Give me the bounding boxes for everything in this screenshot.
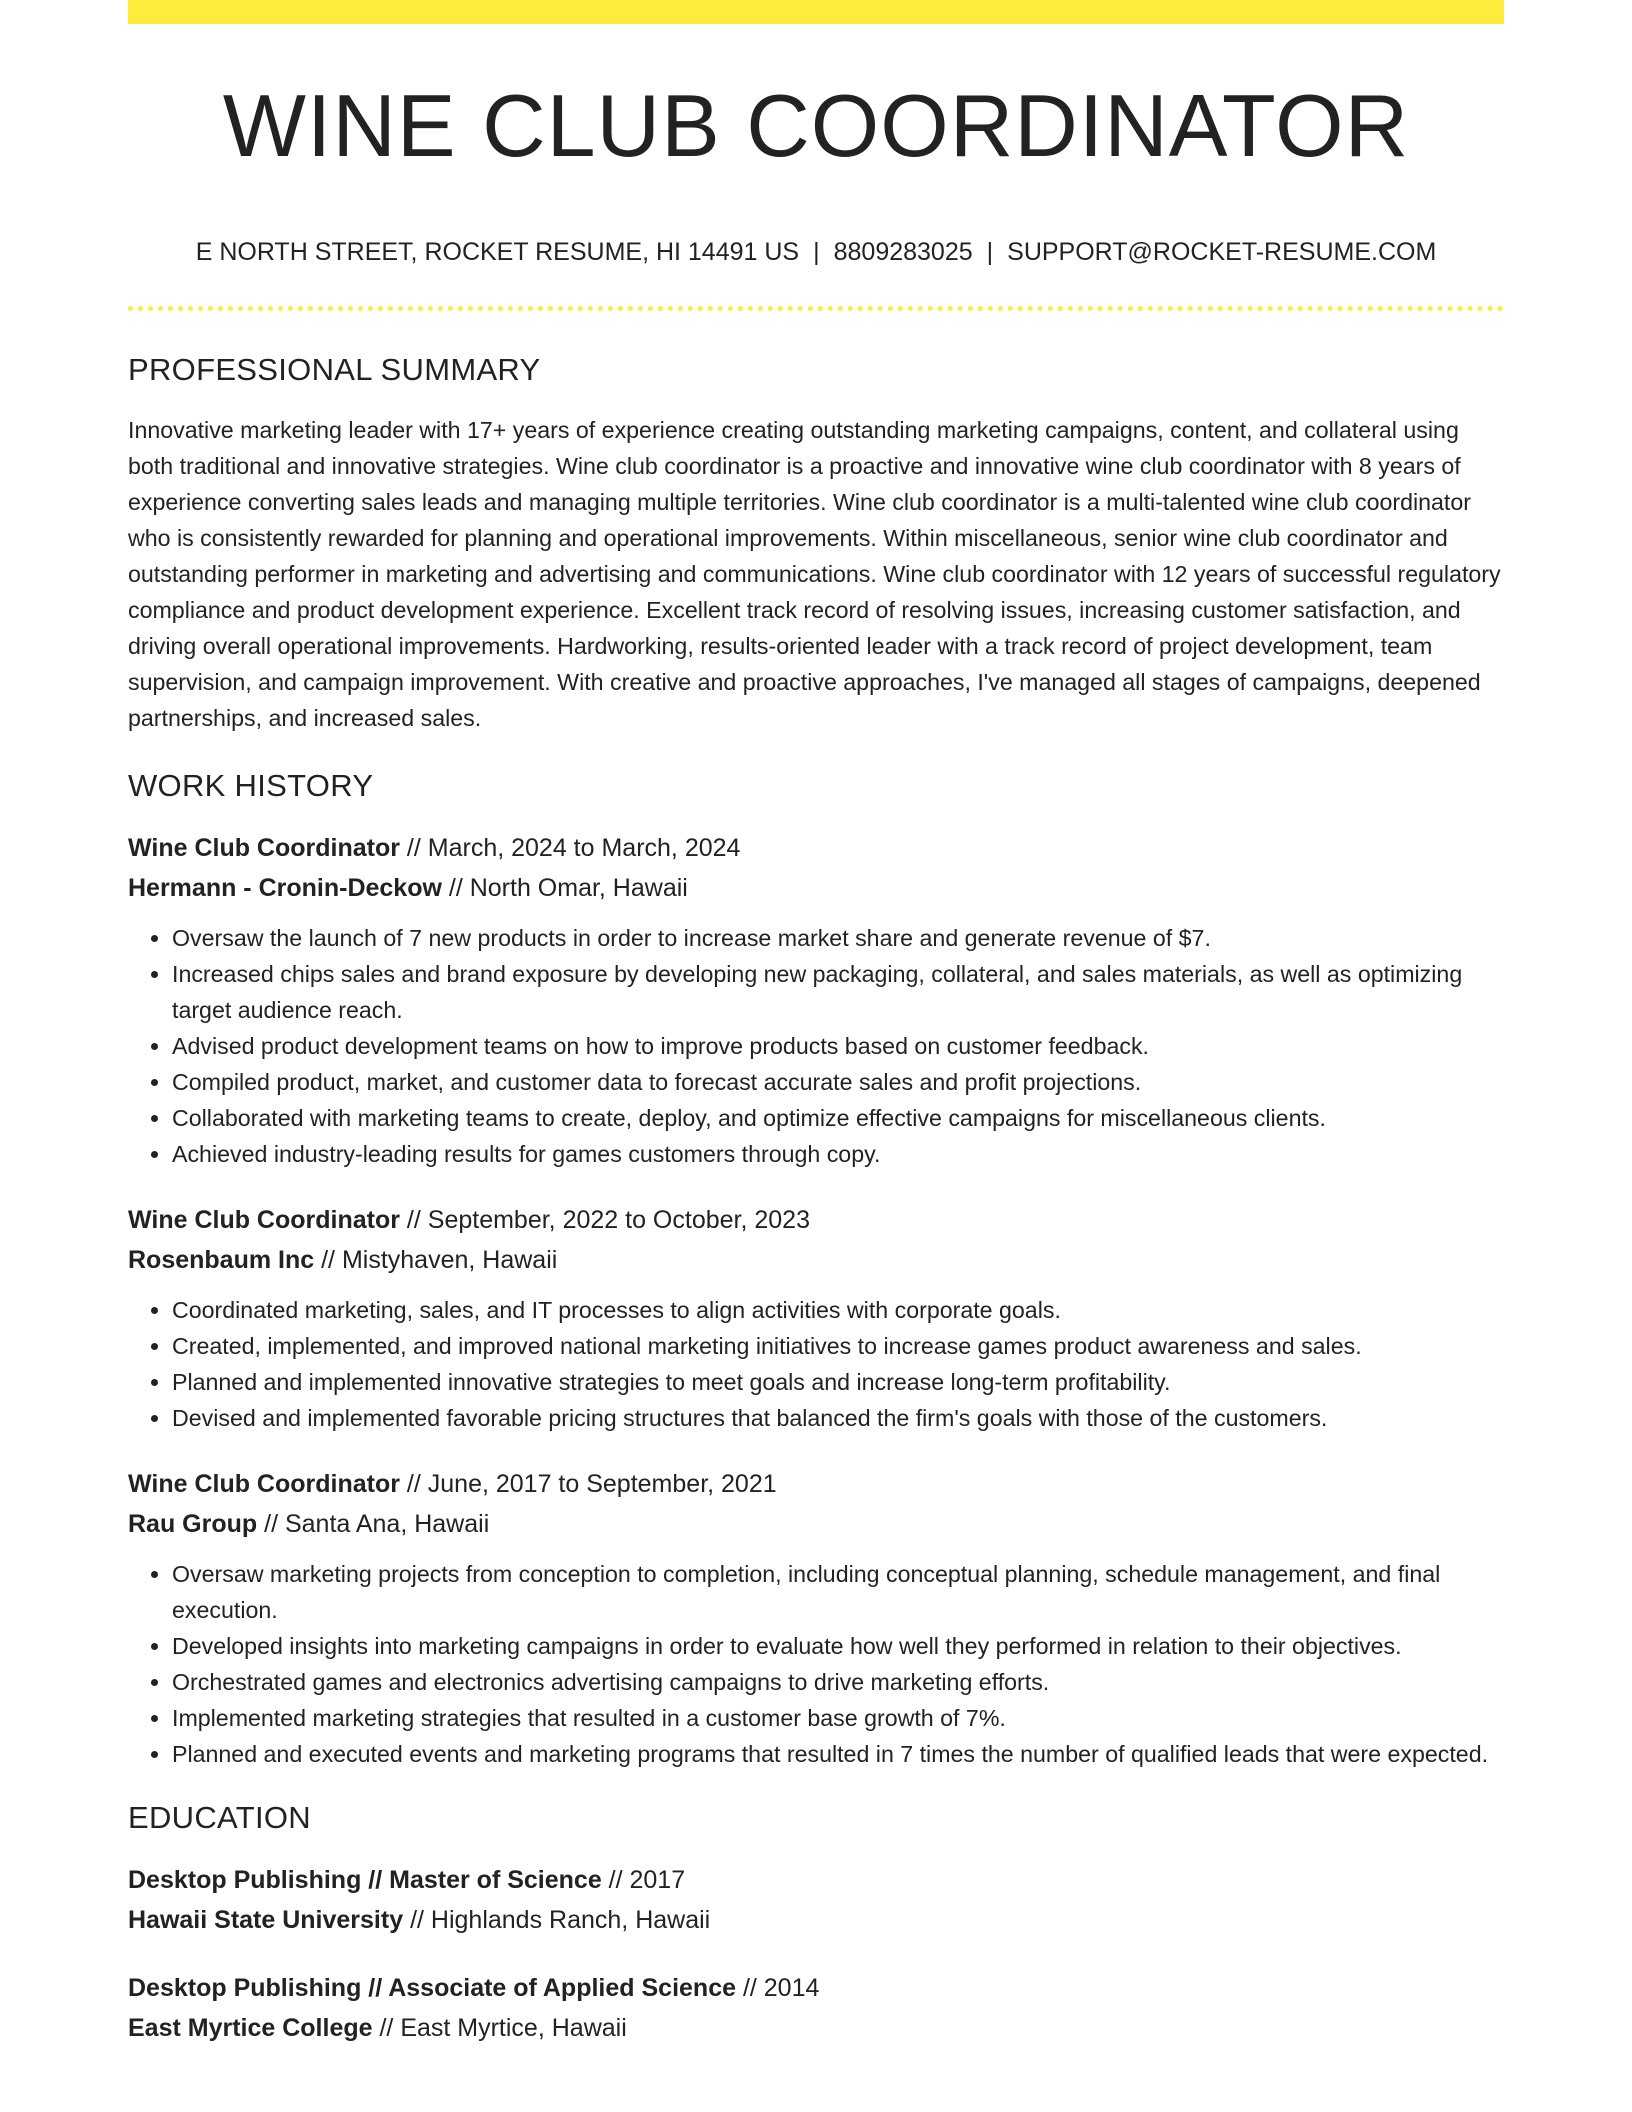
- school-name: East Myrtice College: [128, 2014, 373, 2042]
- summary-text: Innovative marketing leader with 17+ years of experience creating outstanding marketing campaigns, content, and collateral using both traditional and innovative strategies. Wine club coordinator is a proactive and innovative wine club coordinator with 8 years of experience converting sales leads and managing multiple territories. Wine club coordinator is a multi-talented wine club coordinator who is consistently rewarded for planning and operational improvements. Within miscellaneous, senior wine club coordinator and outstanding performer in marketing and advertising and communications. Wine club coordinator with 12 years of successful regulatory compliance and product development experience. Excellent track record of resolving issues, increasing customer satisfaction, and driving overall operational improvements. Hardworking, results-oriented leader with a track record of project development, team supervision, and campaign improvement. With creative and proactive approaches, I've managed all stages of campaigns, deepened partnerships, and increased sales.: [128, 417, 1501, 731]
- job-bullets: [128, 1292, 1504, 1436]
- job-location: // Santa Ana, Hawaii: [257, 1510, 490, 1538]
- top-accent-bar: [128, 0, 1504, 24]
- job-role: Wine Club Coordinator: [128, 834, 400, 862]
- education-entry: [128, 1860, 1504, 1940]
- job-bullets: [128, 920, 1504, 1172]
- job-role: Wine Club Coordinator: [128, 1470, 400, 1498]
- degree-line: [128, 1968, 1504, 2008]
- job-company: Hermann - Cronin-Deckow: [128, 874, 442, 902]
- job-bullet: • Advised product development teams on how to improve products based on customer feedback.: [172, 1028, 1504, 1064]
- job-company-line: [128, 1240, 1504, 1280]
- resume-content: [128, 352, 1504, 2076]
- contact-separator: |: [813, 238, 820, 266]
- job-location: // Mistyhaven, Hawaii: [314, 1246, 558, 1274]
- school-name: Hawaii State University: [128, 1906, 404, 1934]
- contact-email[interactable]: SUPPORT@ROCKET-RESUME.COM: [1007, 238, 1437, 266]
- degree-name: Desktop Publishing // Associate of Applied Science: [128, 1974, 736, 2002]
- job-entry: [128, 1200, 1504, 1436]
- job-company: Rau Group: [128, 1510, 258, 1538]
- job-entry: [128, 1464, 1504, 1772]
- job-bullet: • Devised and implemented favorable pricing structures that balanced the firm's goals with those of the customers.: [172, 1400, 1504, 1436]
- job-company-line: [128, 868, 1504, 908]
- job-company-line: [128, 1504, 1504, 1544]
- work-history-heading: WORK HISTORY: [128, 768, 374, 803]
- job-company: Rosenbaum Inc: [128, 1246, 315, 1274]
- degree-name: Desktop Publishing // Master of Science: [128, 1866, 602, 1894]
- summary-section: [128, 352, 1504, 736]
- contact-phone: 8809283025: [833, 238, 973, 266]
- school-line: [128, 2008, 1504, 2048]
- job-bullet: • Oversaw the launch of 7 new products in order to increase market share and generate revenue of $7.: [172, 920, 1504, 956]
- degree-year: // 2014: [736, 1974, 820, 2002]
- degree-year: // 2017: [601, 1866, 686, 1894]
- job-bullet: • Developed insights into marketing campaigns in order to evaluate how well they performed in relation to their objectives.: [172, 1628, 1504, 1664]
- job-bullet: • Collaborated with marketing teams to create, deploy, and optimize effective campaigns for miscellaneous clients.: [172, 1100, 1504, 1136]
- job-bullet: • Planned and implemented innovative strategies to meet goals and increase long-term profitability.: [172, 1364, 1504, 1400]
- dotted-divider: [128, 306, 1504, 311]
- job-title-line: [128, 1200, 1504, 1240]
- job-bullet: • Planned and executed events and marketing programs that resulted in 7 times the number of qualified leads that were expected.: [172, 1736, 1504, 1772]
- job-bullet: • Created, implemented, and improved national marketing initiatives to increase games product awareness and sales.: [172, 1328, 1504, 1364]
- job-dates: // March, 2024 to March, 2024: [399, 834, 741, 862]
- job-bullet: • Achieved industry-leading results for games customers through copy.: [172, 1136, 1504, 1172]
- school-line: [128, 1900, 1504, 1940]
- job-role: Wine Club Coordinator: [128, 1206, 400, 1234]
- job-bullet: • Oversaw marketing projects from conception to completion, including conceptual planning, schedule management, and final execution.: [172, 1556, 1504, 1628]
- job-dates: // September, 2022 to October, 2023: [399, 1206, 810, 1234]
- education-entry: [128, 1968, 1504, 2048]
- job-title-line: [128, 828, 1504, 868]
- job-entry: [128, 828, 1504, 1172]
- job-dates: // June, 2017 to September, 2021: [399, 1470, 777, 1498]
- summary-heading: PROFESSIONAL SUMMARY: [128, 352, 541, 387]
- work-history-section: [128, 768, 1504, 1772]
- degree-line: [128, 1860, 1504, 1900]
- job-bullet: • Orchestrated games and electronics advertising campaigns to drive marketing efforts.: [172, 1664, 1504, 1700]
- job-title-line: [128, 1464, 1504, 1504]
- job-location: // North Omar, Hawaii: [441, 874, 688, 902]
- education-heading: EDUCATION: [128, 1800, 311, 1835]
- school-location: // Highlands Ranch, Hawaii: [403, 1906, 711, 1934]
- contact-line: [128, 238, 1504, 267]
- contact-separator: |: [986, 238, 994, 266]
- job-bullet: • Compiled product, market, and customer data to forecast accurate sales and profit projections.: [172, 1064, 1504, 1100]
- page-title: WINE CLUB COORDINATOR: [222, 76, 1410, 175]
- job-bullet: • Implemented marketing strategies that resulted in a customer base growth of 7%.: [172, 1700, 1504, 1736]
- contact-address: E NORTH STREET, ROCKET RESUME, HI 14491 US: [195, 238, 800, 266]
- job-bullet: • Coordinated marketing, sales, and IT processes to align activities with corporate goals.: [172, 1292, 1504, 1328]
- job-bullets: [128, 1556, 1504, 1772]
- job-bullet: • Increased chips sales and brand exposure by developing new packaging, collateral, and sales materials, as well as optimizing target audience reach.: [172, 956, 1504, 1028]
- education-section: [128, 1800, 1504, 2048]
- school-location: // East Myrtice, Hawaii: [372, 2014, 627, 2042]
